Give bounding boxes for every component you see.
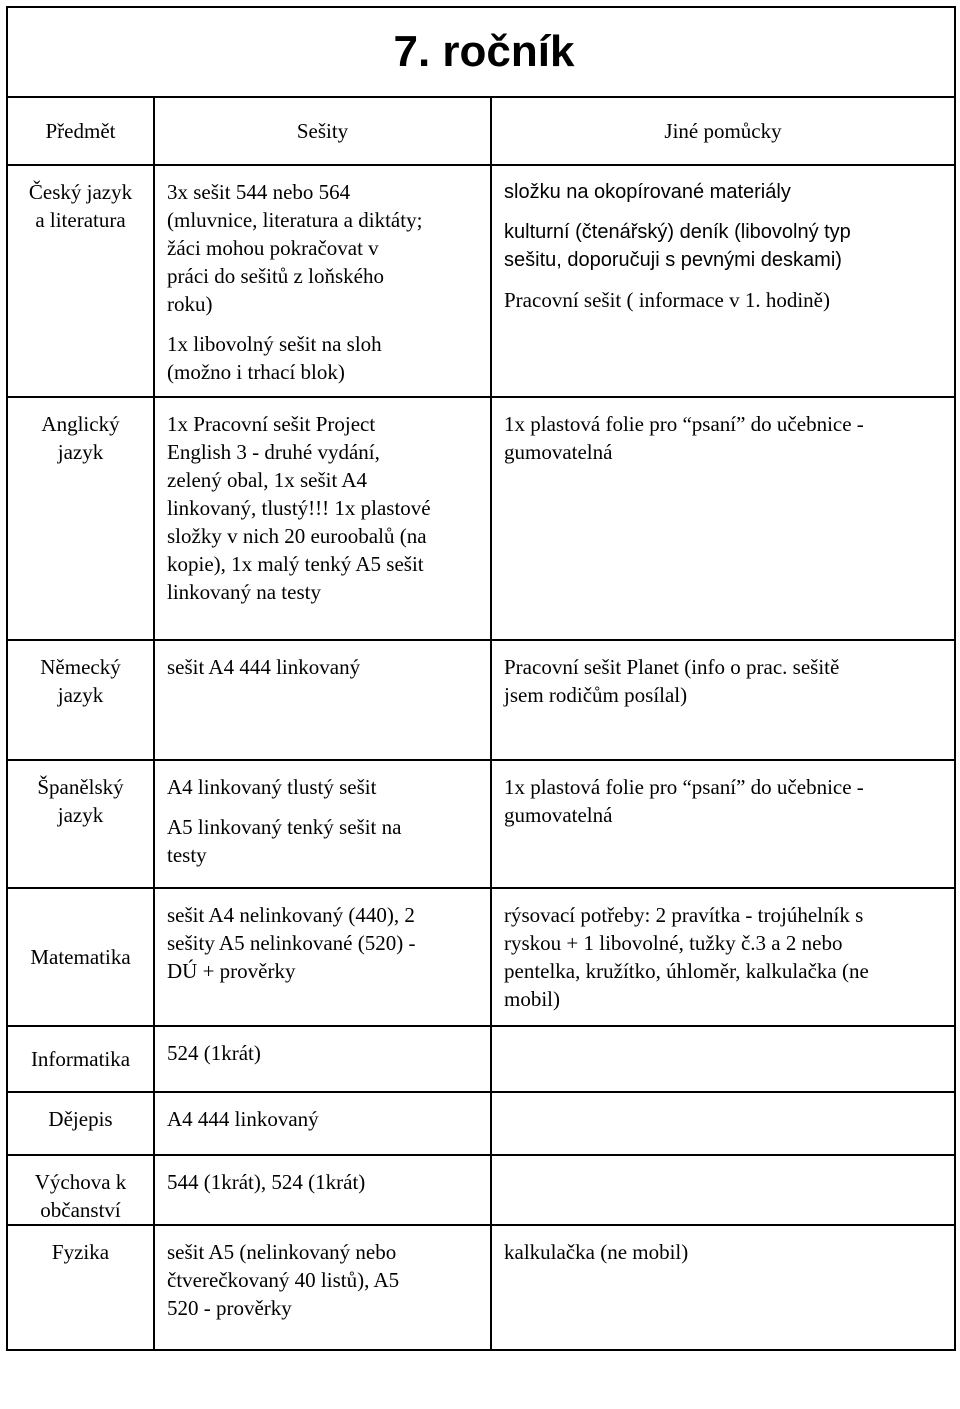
table-row	[7, 1092, 955, 1155]
text-line: práci do sešitů z loňského	[167, 264, 384, 288]
text-line: Pracovní sešit Planet (info o prac. sešitě	[504, 655, 840, 679]
text-line: Informatika	[30, 1047, 131, 1071]
text-line: jsem rodičům posílal)	[504, 683, 688, 707]
text-line: pentelka, kružítko, úhloměr, kalkulačka (ne	[504, 959, 869, 983]
subject-label	[16, 410, 145, 466]
text-line: kulturní (čtenářský) deník (libovolný typ	[504, 221, 851, 243]
notebooks-cell	[154, 1225, 491, 1350]
text-line: kopie), 1x malý tenký A5 sešit	[167, 552, 424, 576]
subject-cell	[7, 165, 154, 397]
cell-paragraph	[167, 1039, 476, 1067]
text-line: 1x plastová folie pro “psaní” do učebnice -	[504, 412, 864, 436]
subject-cell	[7, 1092, 154, 1155]
text-line: 3x sešit 544 nebo 564	[167, 180, 351, 204]
other-cell	[491, 1225, 955, 1350]
cell-paragraph	[504, 178, 942, 206]
notebooks-cell	[154, 640, 491, 760]
subject-label	[16, 773, 145, 829]
other-cell	[491, 760, 955, 888]
text-line: English 3 - druhé vydání,	[167, 440, 380, 464]
cell-paragraph	[504, 410, 942, 466]
title-row	[7, 7, 955, 97]
text-line: A4 444 linkovaný	[167, 1107, 319, 1131]
text-line: žáci mohou pokračovat v	[167, 236, 379, 260]
text-line: kalkulačka (ne mobil)	[504, 1240, 689, 1264]
cell-paragraph	[167, 178, 476, 318]
text-line: občanství	[40, 1198, 121, 1222]
text-line: jazyk	[57, 683, 104, 707]
subject-cell	[7, 640, 154, 760]
cell-paragraph	[167, 410, 476, 606]
text-line: zelený obal, 1x sešit A4	[167, 468, 368, 492]
notebooks-cell	[154, 760, 491, 888]
subject-label	[16, 1105, 145, 1133]
subject-cell	[7, 1225, 154, 1350]
cell-paragraph	[167, 901, 476, 985]
notebooks-cell	[154, 397, 491, 640]
cell-paragraph	[167, 653, 476, 681]
cell-paragraph	[504, 1238, 942, 1266]
subject-label	[16, 1045, 145, 1073]
text-line: jazyk	[57, 803, 104, 827]
text-line: 1x Pracovní sešit Project	[167, 412, 376, 436]
text-line: složky v nich 20 euroobalů (na	[167, 524, 427, 548]
table-row	[7, 760, 955, 888]
notebooks-cell	[154, 888, 491, 1026]
text-line: sešit A5 (nelinkovaný nebo	[167, 1240, 397, 1264]
text-line: složku na okopírované materiály	[504, 181, 791, 203]
text-line: (možno i trhací blok)	[167, 360, 345, 384]
subject-cell	[7, 1026, 154, 1092]
text-line: Výchova k	[34, 1170, 127, 1194]
text-line: sešitu, doporučuji s pevnými deskami)	[504, 249, 842, 271]
text-line: (mluvnice, literatura a diktáty;	[167, 208, 423, 232]
text-line: 1x plastová folie pro “psaní” do učebnice -	[504, 775, 864, 799]
cell-paragraph	[504, 286, 942, 314]
other-cell	[491, 1092, 955, 1155]
header-subject: Předmět	[7, 97, 154, 165]
text-line: 1x libovolný sešit na sloh	[167, 332, 382, 356]
other-cell	[491, 888, 955, 1026]
text-line: 524 (1krát)	[167, 1041, 261, 1065]
notebooks-cell	[154, 1155, 491, 1225]
subject-label	[16, 943, 145, 971]
page-title: 7. ročník	[393, 27, 575, 76]
text-line: sešit A4 444 linkovaný	[167, 655, 361, 679]
title-cell	[7, 7, 955, 97]
cell-paragraph	[167, 1238, 476, 1322]
text-line: Dějepis	[48, 1107, 113, 1131]
text-line: linkovaný, tlustý!!! 1x plastové	[167, 496, 431, 520]
table-row	[7, 640, 955, 760]
table-row	[7, 1026, 955, 1092]
notebooks-cell	[154, 1092, 491, 1155]
text-line: Fyzika	[51, 1240, 110, 1264]
cell-paragraph	[167, 330, 476, 386]
text-line: ryskou + 1 libovolné, tužky č.3 a 2 nebo	[504, 931, 843, 955]
text-line: mobil)	[504, 987, 560, 1011]
notebooks-cell	[154, 165, 491, 397]
text-line: Pracovní sešit ( informace v 1. hodině)	[504, 288, 830, 312]
table-row	[7, 1225, 955, 1350]
text-line: Anglický	[41, 412, 120, 436]
text-line: a literatura	[35, 208, 126, 232]
text-line: 520 - prověrky	[167, 1296, 292, 1320]
text-line: testy	[167, 843, 207, 867]
supplies-document	[6, 6, 954, 1406]
table-row	[7, 165, 955, 397]
cell-paragraph	[167, 1168, 476, 1196]
cell-paragraph	[504, 773, 942, 829]
text-line: Španělský	[37, 775, 124, 799]
supplies-table	[6, 6, 956, 1351]
text-line: sešity A5 nelinkované (520) -	[167, 931, 416, 955]
text-line: gumovatelná	[504, 440, 613, 464]
text-line: Český jazyk	[28, 180, 133, 204]
text-line: Německý	[40, 655, 121, 679]
other-cell	[491, 1026, 955, 1092]
other-cell	[491, 165, 955, 397]
text-line: sešit A4 nelinkovaný (440), 2	[167, 903, 415, 927]
subject-label	[16, 1168, 145, 1224]
text-line: rýsovací potřeby: 2 pravítka - trojúhelník s	[504, 903, 864, 927]
subject-label	[16, 178, 145, 234]
text-line: 544 (1krát), 524 (1krát)	[167, 1170, 366, 1194]
other-cell	[491, 640, 955, 760]
subject-cell	[7, 760, 154, 888]
other-cell	[491, 397, 955, 640]
cell-paragraph	[167, 773, 476, 801]
header-other: Jiné pomůcky	[491, 97, 955, 165]
text-line: Matematika	[30, 945, 131, 969]
other-cell	[491, 1155, 955, 1225]
text-line: A4 linkovaný tlustý sešit	[167, 775, 377, 799]
text-line: jazyk	[57, 440, 104, 464]
text-line: roku)	[167, 292, 213, 316]
header-row	[7, 97, 955, 165]
text-line: A5 linkovaný tenký sešit na	[167, 815, 402, 839]
subject-label	[16, 1238, 145, 1266]
table-row	[7, 888, 955, 1026]
subject-cell	[7, 1155, 154, 1225]
text-line: linkovaný na testy	[167, 580, 321, 604]
cell-paragraph	[504, 653, 942, 709]
cell-paragraph	[167, 813, 476, 869]
notebooks-cell	[154, 1026, 491, 1092]
subject-label	[16, 653, 145, 709]
text-line: DÚ + prověrky	[167, 959, 296, 983]
cell-paragraph	[504, 218, 942, 274]
header-notebooks: Sešity	[154, 97, 491, 165]
cell-paragraph	[167, 1105, 476, 1133]
subject-cell	[7, 888, 154, 1026]
subject-cell	[7, 397, 154, 640]
text-line: čtverečkovaný 40 listů), A5	[167, 1268, 400, 1292]
text-line: gumovatelná	[504, 803, 613, 827]
table-row	[7, 1155, 955, 1225]
table-row	[7, 397, 955, 640]
cell-paragraph	[504, 901, 942, 1013]
